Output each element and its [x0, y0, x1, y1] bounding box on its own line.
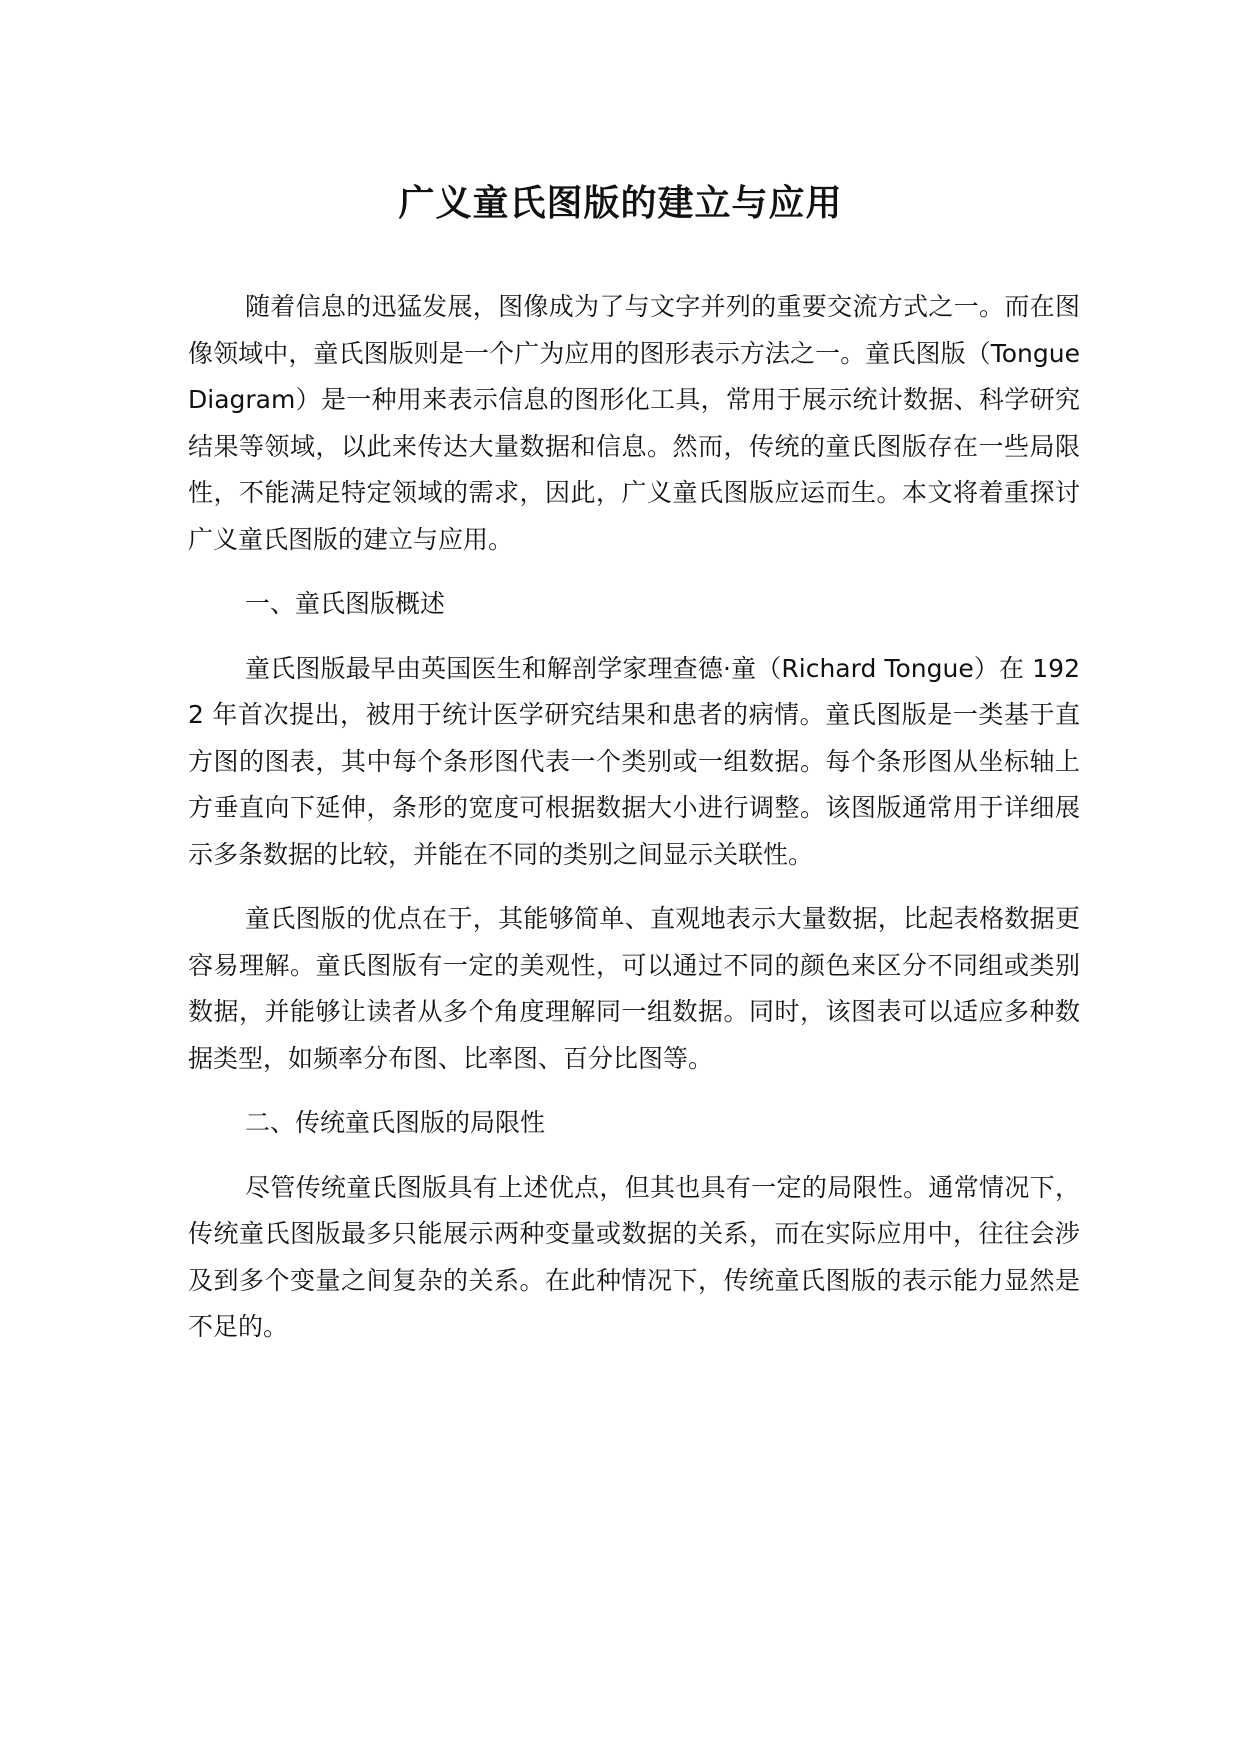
limitations-paragraph-1: 尽管传统童氏图版具有上述优点，但其也具有一定的局限性。通常情况下，传统童氏图版最多只能展示两种变量或数据的关系，而在实际应用中，往往会涉及到多个变量之间复杂的关系。在此种情况下，传统童氏图版的表示能力显然是不足的。 [188, 1172, 1080, 1341]
overview-paragraph-1: 童氏图版最早由英国医生和解剖学家理查德·童（Richard Tongue）在 1922 年首次提出，被用于统计医学研究结果和患者的病情。童氏图版是一类基于直方图的图表，其中每个条形图代表一个类别或一组数据。每个条形图从坐标轴上方垂直向下延伸，条形的宽度可根据数据大小进行调整。该图版通常用于详细展示多条数据的比较，并能在不同的类别之间显示关联性。 [188, 653, 1080, 869]
intro-paragraph: 随着信息的迅猛发展，图像成为了与文字并列的重要交流方式之一。而在图像领域中，童氏图版则是一个广为应用的图形表示方法之一。童氏图版（Tongue Diagram）是一种用来表示信息的图形化工具，常用于展示统计数据、科学研究结果等领域，以此来传达大量数据和信息。然而，传统的童氏图版存在一些局限性，不能满足特定领域的需求，因此，广义童氏图版应运而生。本文将着重探讨广义童氏图版的建立与应用。 [188, 292, 1080, 554]
section-heading-overview: 一、童氏图版概述 [245, 589, 446, 618]
section-heading-limitations: 二、传统童氏图版的局限性 [245, 1108, 546, 1137]
overview-paragraph-2: 童氏图版的优点在于，其能够简单、直观地表示大量数据，比起表格数据更容易理解。童氏图版有一定的美观性，可以通过不同的颜色来区分不同组或类别数据，并能够让读者从多个角度理解同一组数据。同时，该图表可以适应多种数据类型，如频率分布图、比率图、百分比图等。 [188, 904, 1080, 1073]
document-body [188, 284, 1080, 1369]
document-title: 广义童氏图版的建立与应用 [398, 183, 843, 224]
